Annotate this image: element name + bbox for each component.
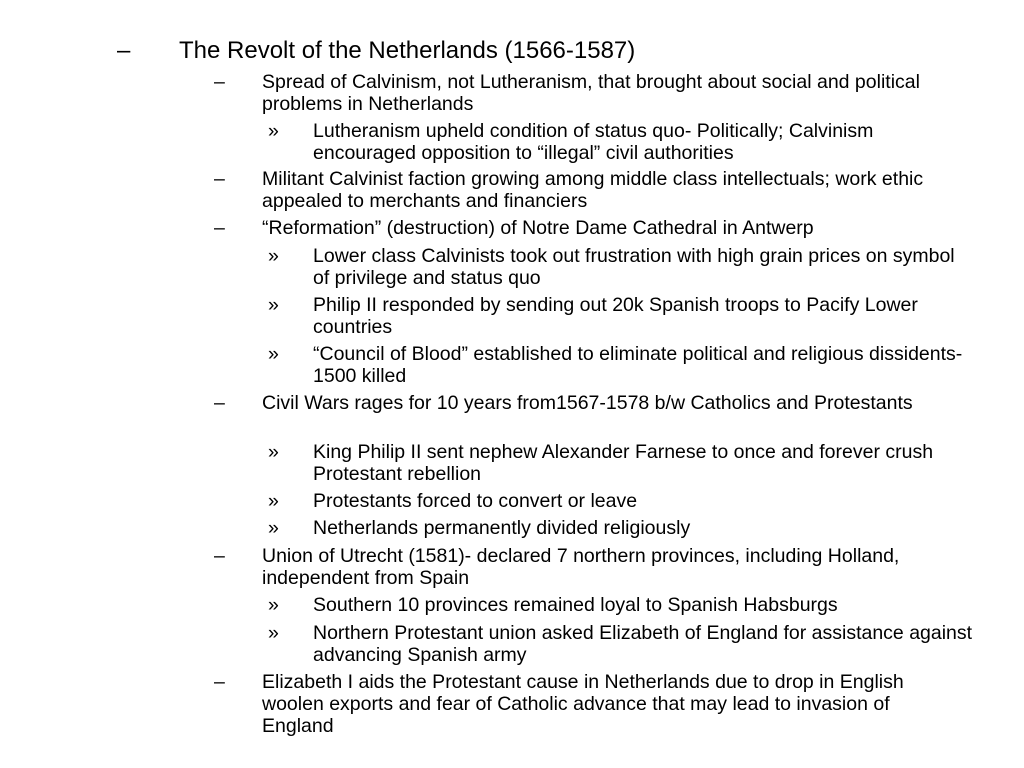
- list-item-text: Union of Utrecht (1581)- declared 7 northern provinces, including Holland, independent from Spain: [262, 545, 900, 589]
- heading-dash-bullet: –: [117, 37, 131, 64]
- heading-text: The Revolt of the Netherlands (1566-1587): [179, 37, 636, 64]
- list-item-text: Elizabeth I aids the Protestant cause in Netherlands due to drop in English woolen exports and fear of Catholic advance that may lead to invasion of England: [262, 671, 904, 737]
- sub-list-item-text: Philip II responded by sending out 20k Spanish troops to Pacify Lower countries: [313, 294, 918, 338]
- guillemet-bullet: »: [268, 517, 279, 539]
- dash-bullet: –: [214, 671, 225, 693]
- guillemet-bullet: »: [268, 120, 279, 142]
- dash-bullet: –: [214, 71, 225, 93]
- sub-list-item-text: King Philip II sent nephew Alexander Farnese to once and forever crush Protestant rebellion: [313, 441, 934, 485]
- sub-list-item-text: Northern Protestant union asked Elizabeth of England for assistance against advancing Spanish army: [313, 622, 973, 666]
- dash-bullet: –: [214, 545, 225, 567]
- sub-list-item-text: Netherlands permanently divided religiously: [313, 517, 691, 539]
- sub-list-item-text: Southern 10 provinces remained loyal to Spanish Habsburgs: [313, 594, 838, 616]
- guillemet-bullet: »: [268, 622, 279, 644]
- list-item-text: Spread of Calvinism, not Lutheranism, that brought about social and political problems in Netherlands: [262, 71, 920, 115]
- list-item-text: Militant Calvinist faction growing among middle class intellectuals; work ethic appealed to merchants and financiers: [262, 168, 924, 212]
- guillemet-bullet: »: [268, 343, 279, 365]
- list-item-text: Civil Wars rages for 10 years from1567-1578 b/w Catholics and Protestants: [262, 392, 913, 414]
- sub-list-item-text: Lower class Calvinists took out frustration with high grain prices on symbol of privilege and status quo: [313, 245, 955, 289]
- guillemet-bullet: »: [268, 245, 279, 267]
- guillemet-bullet: »: [268, 294, 279, 316]
- sub-list-item-text: Lutheranism upheld condition of status quo- Politically; Calvinism encouraged opposition to “illegal” civil authorities: [313, 120, 874, 164]
- guillemet-bullet: »: [268, 490, 279, 512]
- sub-list-item-text: Protestants forced to convert or leave: [313, 490, 638, 512]
- dash-bullet: –: [214, 168, 225, 190]
- guillemet-bullet: »: [268, 441, 279, 463]
- sub-list-item-text: “Council of Blood” established to eliminate political and religious dissidents- 1500 killed: [313, 343, 963, 387]
- guillemet-bullet: »: [268, 594, 279, 616]
- list-item-text: “Reformation” (destruction) of Notre Dame Cathedral in Antwerp: [262, 217, 814, 239]
- dash-bullet: –: [214, 392, 225, 414]
- dash-bullet: –: [214, 217, 225, 239]
